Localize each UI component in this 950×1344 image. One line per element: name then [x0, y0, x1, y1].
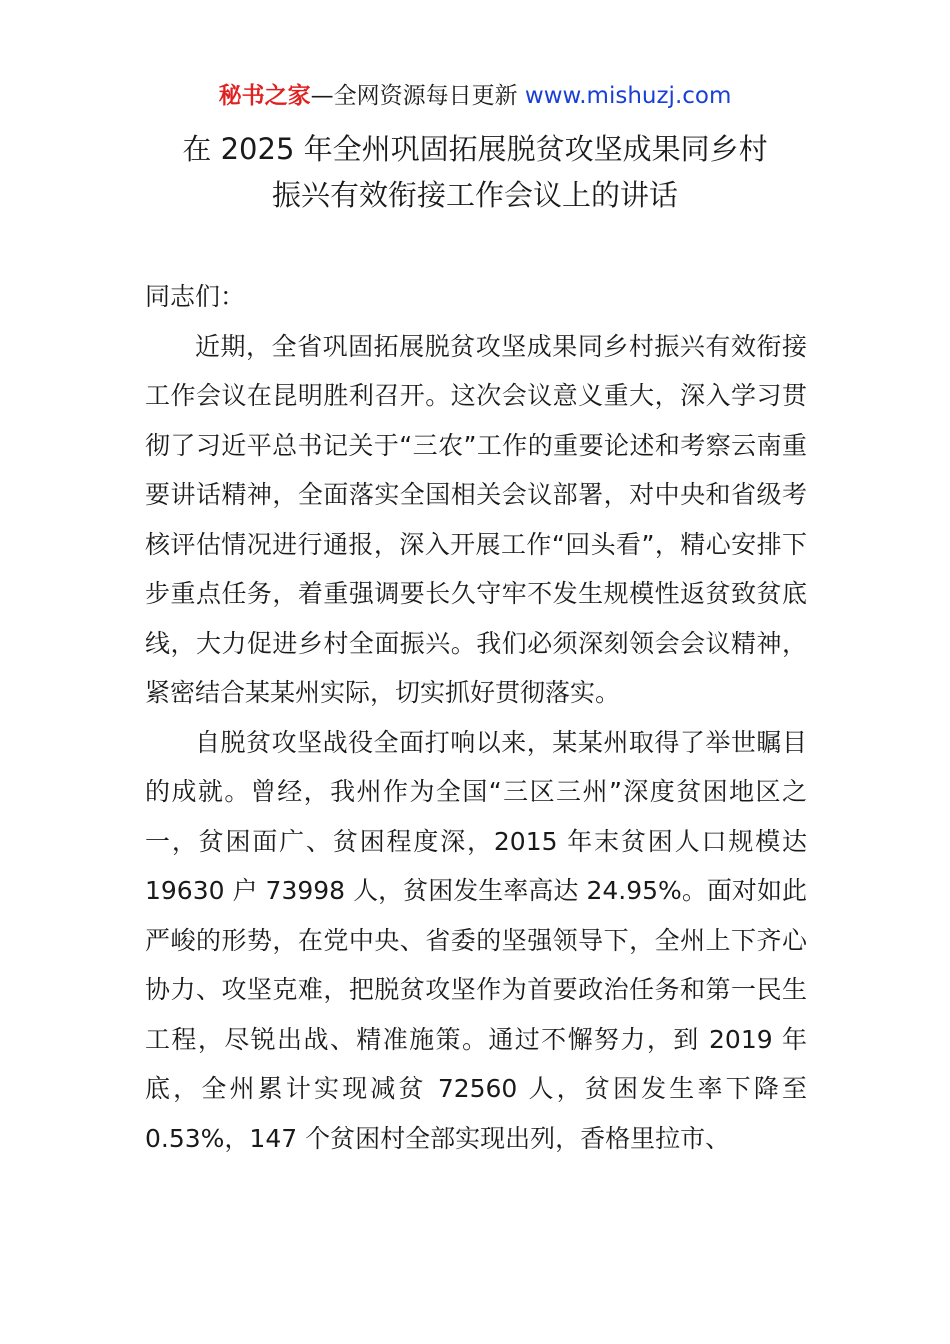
document-body [145, 272, 807, 1163]
paragraph-2: 自脱贫攻坚战役全面打响以来，某某州取得了举世瞩目的成就。曾经，我州作为全国“三区三州”深度贫困地区之一，贫困面广、贫困程度深，2015 年末贫困人口规模达 19630 户 73998 人，贫困发生率高达 24.95%。面对如此严峻的形势，在党中央、省委的坚强领导下，全州上下齐心协力、攻坚克难，把脱贫攻坚作为首要政治任务和第一民生工程，尽锐出战、精准施策。通过不懈努力，到 2019 年底，全州累计实现减贫 72560 人，贫困发生率下降至 0.53%，147 个贫困村全部实现出列，香格里拉市、 [145, 727, 807, 1153]
site-tagline: —全网资源每日更新 [310, 83, 525, 109]
site-brand: 秘书之家 [218, 83, 311, 109]
salutation: 同志们： [145, 282, 246, 311]
document-title [60, 126, 890, 218]
title-line-1: 在 2025 年全州巩固拓展脱贫攻坚成果同乡村 [182, 132, 768, 166]
site-url-link[interactable]: www.mishuzj.com [524, 83, 732, 109]
title-line-2: 振兴有效衔接工作会议上的讲话 [271, 178, 678, 212]
paragraph-1: 近期，全省巩固拓展脱贫攻坚成果同乡村振兴有效衔接工作会议在昆明胜利召开。这次会议意义重大，深入学习贯彻了习近平总书记关于“三农”工作的重要论述和考察云南重要讲话精神，全面落实全国相关会议部署，对中央和省级考核评估情况进行通报，深入开展工作“回头看”，精心安排下步重点任务，着重强调要长久守牢不发生规模性返贫致贫底线，大力促进乡村全面振兴。我们必须深刻领会会议精神，紧密结合某某州实际，切实抓好贯彻落实。 [145, 331, 807, 707]
site-header [0, 78, 950, 114]
